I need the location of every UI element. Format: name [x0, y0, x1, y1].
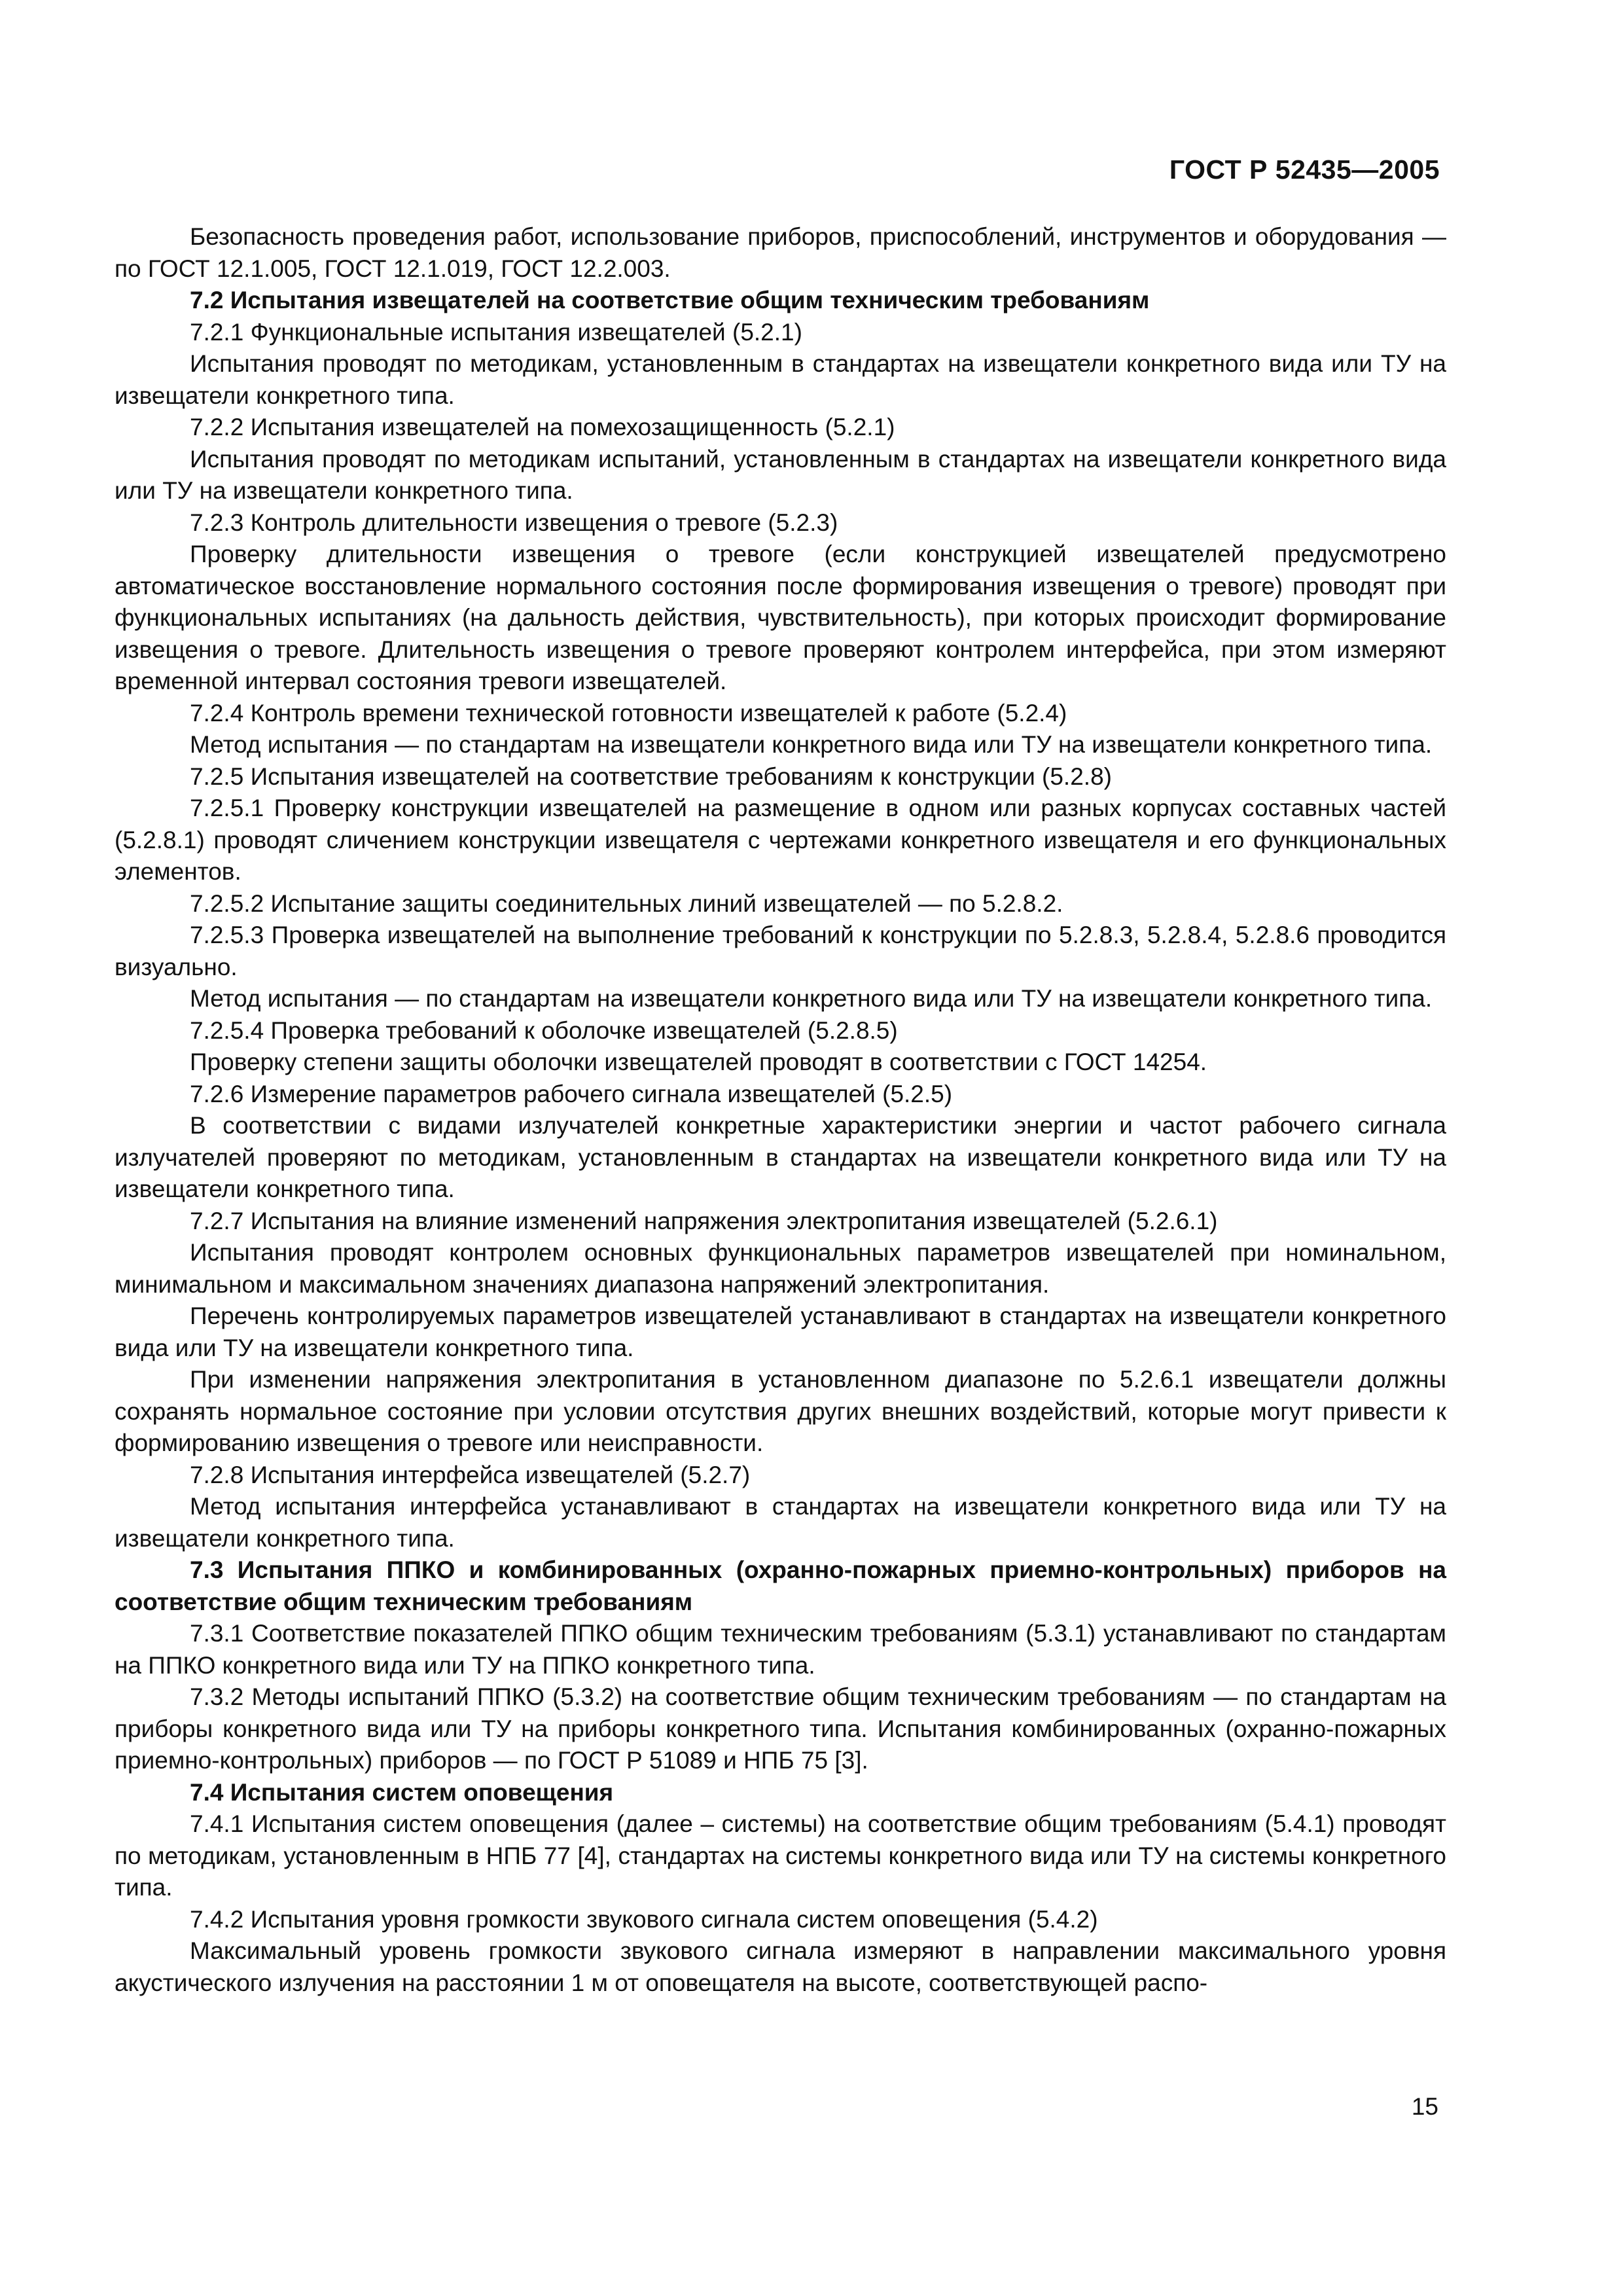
paragraph: Испытания проводят по методикам испытаний, установленным в стандартах на извещатели конкретного вида или ТУ на извещатели конкретного типа.	[115, 445, 1446, 504]
paragraph: Метод испытания интерфейса устанавливают в стандартах на извещатели конкретного вида или ТУ на извещатели конкретного типа.	[115, 1493, 1446, 1552]
paragraph: 7.2.4 Контроль времени технической готовности извещателей к работе (5.2.4)	[190, 699, 1067, 726]
paragraph: 7.3.1 Соответствие показателей ППКО общим техническим требованиям (5.3.1) устанавливают по стандартам на ППКО конкретного вида или ТУ на ППКО конкретного типа.	[115, 1620, 1446, 1679]
document-body	[115, 221, 1446, 1999]
paragraph: 7.2.5 Испытания извещателей на соответствие требованиям к конструкции (5.2.8)	[190, 762, 1112, 790]
paragraph: 7.3.2 Методы испытаний ППКО (5.3.2) на соответствие общим техническим требованиям — по стандартам на приборы конкретного вида или ТУ на приборы конкретного типа. Испытания комбинированных (охранно-пожарных приемно-контрольных) приборов — по ГОСТ Р 51089 и НПБ 75 [3].	[115, 1683, 1446, 1774]
paragraph: 7.2.2 Испытания извещателей на помехозащищенность (5.2.1)	[190, 414, 895, 440]
paragraph: 7.2.1 Функциональные испытания извещателей (5.2.1)	[190, 318, 802, 346]
paragraph: Испытания проводят контролем основных функциональных параметров извещателей при номинальном, минимальном и максимальном значениях диапазона напряжений электропитания.	[115, 1239, 1446, 1298]
paragraph: 7.2.8 Испытания интерфейса извещателей (5.2.7)	[190, 1461, 751, 1488]
paragraph: 7.2.7 Испытания на влияние изменений напряжения электропитания извещателей (5.2.6.1)	[190, 1207, 1218, 1234]
paragraph: Метод испытания — по стандартам на извещатели конкретного вида или ТУ на извещатели конкретного типа.	[190, 985, 1433, 1012]
paragraph: 7.2.5.1 Проверку конструкции извещателей на размещение в одном или разных корпусах составных частей (5.2.8.1) проводят сличением конструкции извещателя с чертежами конкретного извещателя и его функциональных элементов.	[115, 795, 1446, 885]
paragraph: 7.2.5.4 Проверка требований к оболочке извещателей (5.2.8.5)	[190, 1016, 898, 1044]
paragraph: 7.2.5.2 Испытание защиты соединительных линий извещателей — по 5.2.8.2.	[190, 889, 1063, 917]
section-heading: 7.2 Испытания извещателей на соответствие общим техническим требованиям	[190, 287, 1150, 314]
paragraph: 7.2.5.3 Проверка извещателей на выполнение требований к конструкции по 5.2.8.3, 5.2.8.4, 5.2.8.6 проводится визуально.	[115, 922, 1446, 980]
page-number: 15	[1411, 2093, 1438, 2120]
document-code-header: ГОСТ Р 52435—2005	[1169, 154, 1440, 185]
paragraph: Перечень контролируемых параметров извещателей устанавливают в стандартах на извещатели конкретного вида или ТУ на извещатели конкретного типа.	[115, 1302, 1446, 1361]
paragraph: Безопасность проведения работ, использование приборов, приспособлений, инструментов и оборудования — по ГОСТ 12.1.005, ГОСТ 12.1.019, ГОСТ 12.2.003.	[115, 223, 1446, 282]
section-heading: 7.4 Испытания систем оповещения	[190, 1778, 614, 1806]
paragraph: 7.4.1 Испытания систем оповещения (далее – системы) на соответствие общим требованиям (5.4.1) проводят по методикам, установленным в НПБ 77 [4], стандартах на системы конкретного вида или ТУ на системы конкретного типа.	[115, 1810, 1446, 1901]
paragraph: Испытания проводят по методикам, установленным в стандартах на извещатели конкретного вида или ТУ на извещатели конкретного типа.	[115, 350, 1446, 409]
paragraph: Проверку степени защиты оболочки извещателей проводят в соответствии с ГОСТ 14254.	[190, 1049, 1207, 1075]
paragraph: Метод испытания — по стандартам на извещатели конкретного вида или ТУ на извещатели конкретного типа.	[190, 731, 1433, 758]
paragraph: При изменении напряжения электропитания в установленном диапазоне по 5.2.6.1 извещатели должны сохранять нормальное состояние при условии отсутствия других внешних воздействий, которые могут привести к формированию извещения о тревоге или неисправности.	[115, 1366, 1446, 1456]
paragraph: 7.2.3 Контроль длительности извещения о тревоге (5.2.3)	[190, 509, 838, 536]
paragraph: Проверку длительности извещения о тревоге (если конструкцией извещателей предусмотрено автоматическое восстановление нормального состояния после формирования извещения о тревоге) проводят при функциональных испытаниях (на дальность действия, чувствительность), при которых происходит формирование извещения о тревоге. Длительность извещения о тревоге проверяют контролем интерфейса, при этом измеряют временной интервал состояния тревоги извещателей.	[115, 541, 1446, 694]
paragraph: В соответствии с видами излучателей конкретные характеристики энергии и частот рабочего сигнала излучателей проверяют по методикам, установленным в стандартах на извещатели конкретного вида или ТУ на извещатели конкретного типа.	[115, 1112, 1446, 1202]
section-heading: 7.3 Испытания ППКО и комбинированных (охранно-пожарных приемно-контрольных) приборов на соответствие общим техническим требованиям	[115, 1556, 1446, 1615]
paragraph: 7.2.6 Измерение параметров рабочего сигнала извещателей (5.2.5)	[190, 1080, 953, 1107]
paragraph: Максимальный уровень громкости звукового сигнала измеряют в направлении максимального уровня акустического излучения на расстоянии 1 м от оповещателя на высоте, соответствующей распо-	[115, 1937, 1446, 1996]
paragraph: 7.4.2 Испытания уровня громкости звукового сигнала систем оповещения (5.4.2)	[190, 1905, 1098, 1933]
